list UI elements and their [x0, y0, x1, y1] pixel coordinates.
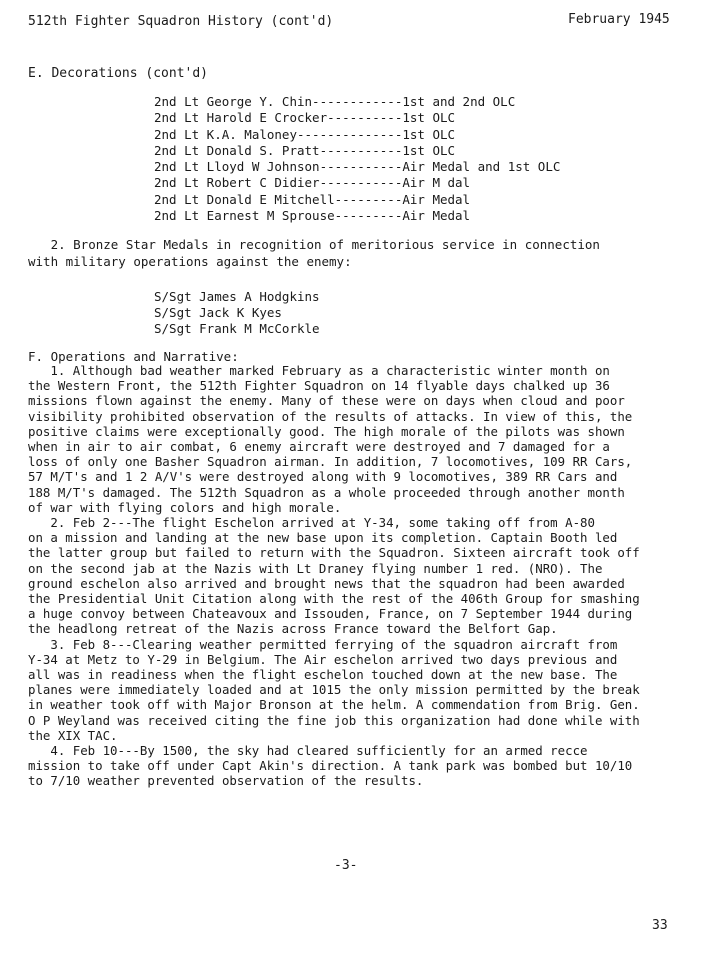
decoration-entry: 2nd Lt Robert C Didier-----------Air M dal [154, 175, 471, 191]
narrative-line: planes were immediately loaded and at 1015 the only mission permitted by the break [28, 682, 640, 698]
decoration-entry: 2nd Lt Donald S. Pratt-----------1st OLC [154, 142, 456, 158]
bronze-star-paragraph [28, 236, 600, 270]
narrative-line: the Western Front, the 512th Fighter Squadron on 14 flyable days chalked up 36 [28, 378, 610, 394]
recipient-entry: S/Sgt James A Hodgkins [154, 289, 320, 304]
decoration-entry: 2nd Lt Earnest M Sprouse---------Air Medal [154, 208, 471, 224]
narrative-line: the latter group but failed to return with the Squadron. Sixteen aircraft took off [28, 545, 640, 561]
document-header-title: 512th Fighter Squadron History (cont'd) [28, 14, 334, 29]
narrative-line: Y-34 at Metz to Y-29 in Belgium. The Air eschelon arrived two days previous and [28, 651, 618, 667]
decoration-entry: 2nd Lt Harold E Crocker----------1st OLC [154, 110, 456, 126]
recipient-entry: S/Sgt Frank M McCorkle [154, 321, 320, 336]
narrative-line: on the second jab at the Nazis with Lt Draney flying number 1 red. (NRO). The [28, 560, 603, 576]
decoration-entry: 2nd Lt Lloyd W Johnson-----------Air Medal and 1st OLC [154, 159, 561, 175]
narrative-line: mission to take off under Capt Akin's direction. A tank park was bombed but 10/10 [28, 758, 633, 774]
narrative-line: visibility prohibited observation of the results of attacks. In view of this, the [28, 408, 633, 424]
narrative-line: O P Weyland was received citing the fine job this organization had done while with [28, 712, 640, 728]
narrative-line: the headlong retreat of the Nazis across France toward the Belfort Gap. [28, 621, 558, 637]
narrative-line: positive claims were exceptionally good. The high morale of the pilots was shown [28, 423, 625, 439]
narrative-line: loss of only one Basher Squadron airman. In addition, 7 locomotives, 109 RR Cars, [28, 454, 633, 470]
paragraph-line: 2. Bronze Star Medals in recognition of meritorious service in connection [28, 237, 600, 252]
recipient-entry: S/Sgt Jack K Kyes [154, 305, 282, 320]
narrative-line: on a mission and landing at the new base upon its completion. Captain Booth led [28, 530, 618, 546]
narrative-line: of war with flying colors and high morale. [28, 499, 342, 515]
decoration-entry: 2nd Lt George Y. Chin------------1st and 2nd OLC [154, 94, 516, 109]
section-e-heading: E. Decorations (cont'd) [28, 66, 209, 81]
narrative-line: 1. Although bad weather marked February as a characteristic winter month on [28, 363, 610, 378]
narrative-line: ground eschelon also arrived and brought news that the squadron had been awarded [28, 575, 625, 591]
narrative-line: in weather took off with Major Bronson at the helm. A commendation from Brig. Gen. [28, 697, 640, 713]
decoration-entry: 2nd Lt K.A. Maloney--------------1st OLC [154, 126, 456, 142]
section-f-heading: F. Operations and Narrative: [28, 349, 239, 364]
narrative-line: 57 M/T's and 1 2 A/V's were destroyed along with 9 locomotives, 389 RR Cars and [28, 469, 618, 485]
narrative-line: a huge convoy between Chateavoux and Issouden, France, on 7 September 1944 during [28, 606, 633, 622]
narrative-line: 4. Feb 10---By 1500, the sky had cleared sufficiently for an armed recce [28, 743, 588, 759]
page-marker: -3- [334, 858, 358, 873]
narrative-line: when in air to air combat, 6 enemy aircraft were destroyed and 7 damaged for a [28, 439, 610, 455]
narrative-line: 3. Feb 8---Clearing weather permitted ferrying of the squadron aircraft from [28, 636, 618, 652]
narrative-line: all was in readiness when the flight eschelon touched down at the new base. The [28, 667, 618, 683]
narrative-line: missions flown against the enemy. Many of these were on days when cloud and poor [28, 393, 625, 409]
narrative-line: the Presidential Unit Citation along with the rest of the 406th Group for smashing [28, 591, 640, 607]
bronze-star-recipients [154, 289, 320, 337]
narrative-line: to 7/10 weather prevented observation of the results. [28, 773, 424, 789]
narrative-line: 188 M/T's damaged. The 512th Squadron as a whole proceeded through another month [28, 484, 625, 500]
decoration-entry: 2nd Lt Donald E Mitchell---------Air Medal [154, 191, 471, 207]
document-header-date: February 1945 [568, 12, 670, 27]
folio-number: 33 [652, 918, 668, 933]
operations-narrative [28, 363, 640, 789]
narrative-line: the XIX TAC. [28, 727, 118, 743]
paragraph-line: with military operations against the enemy: [28, 254, 352, 269]
narrative-line: 2. Feb 2---The flight Eschelon arrived at Y-34, some taking off from A-80 [28, 515, 595, 531]
decorations-list [154, 94, 560, 224]
